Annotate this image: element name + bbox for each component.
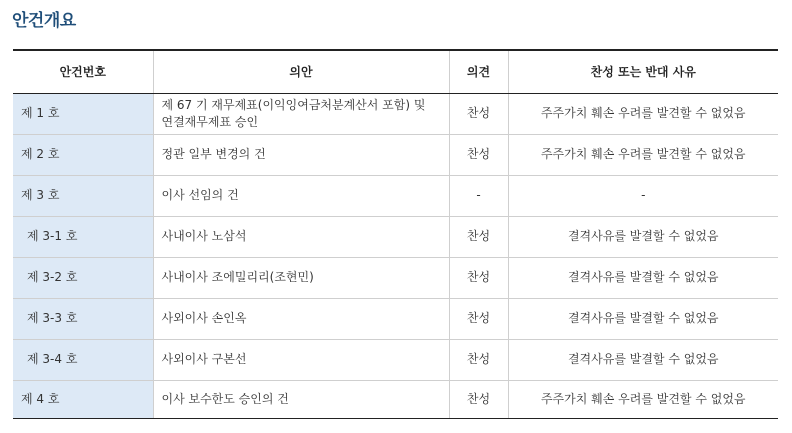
reason-cell: 주주가치 훼손 우려를 발견할 수 없었음 (508, 380, 778, 418)
agenda-number-cell: 제 3 호 (13, 175, 153, 216)
table-row (13, 93, 778, 134)
reason-cell: 결격사유를 발결할 수 없었음 (508, 339, 778, 380)
table-row (13, 339, 778, 380)
table-row (13, 216, 778, 257)
table-row (13, 257, 778, 298)
agenda-cell: 사외이사 손인옥 (153, 298, 449, 339)
agenda-number-cell: 제 3-4 호 (13, 339, 153, 380)
opinion-cell: 찬성 (449, 380, 508, 418)
agenda-cell: 사내이사 조에밀리리(조현민) (153, 257, 449, 298)
reason-cell: 결격사유를 발결할 수 없었음 (508, 216, 778, 257)
header-agenda-number: 안건번호 (13, 50, 153, 93)
reason-cell: - (508, 175, 778, 216)
table-row (13, 134, 778, 175)
agenda-table (13, 49, 778, 419)
reason-cell: 결격사유를 발결할 수 없었음 (508, 298, 778, 339)
agenda-number-cell: 제 2 호 (13, 134, 153, 175)
table-row (13, 380, 778, 418)
reason-cell: 결격사유를 발결할 수 없었음 (508, 257, 778, 298)
opinion-cell: 찬성 (449, 216, 508, 257)
agenda-cell: 이사 선임의 건 (153, 175, 449, 216)
agenda-number-cell: 제 3-2 호 (13, 257, 153, 298)
agenda-number-cell: 제 3-1 호 (13, 216, 153, 257)
opinion-cell: 찬성 (449, 339, 508, 380)
opinion-cell: - (449, 175, 508, 216)
header-opinion: 의견 (449, 50, 508, 93)
agenda-cell: 제 67 기 재무제표(이익잉여금처분계산서 포함) 및 연결재무제표 승인 (153, 93, 449, 134)
page-title: 안건개요 (12, 11, 76, 31)
agenda-cell: 사외이사 구본선 (153, 339, 449, 380)
header-reason: 찬성 또는 반대 사유 (508, 50, 778, 93)
agenda-number-cell: 제 1 호 (13, 93, 153, 134)
agenda-cell: 사내이사 노삼석 (153, 216, 449, 257)
header-agenda: 의안 (153, 50, 449, 93)
table-header-row (13, 50, 778, 93)
agenda-cell: 정관 일부 변경의 건 (153, 134, 449, 175)
opinion-cell: 찬성 (449, 257, 508, 298)
opinion-cell: 찬성 (449, 93, 508, 134)
table-row (13, 298, 778, 339)
agenda-number-cell: 제 4 호 (13, 380, 153, 418)
opinion-cell: 찬성 (449, 134, 508, 175)
agenda-number-cell: 제 3-3 호 (13, 298, 153, 339)
reason-cell: 주주가치 훼손 우려를 발견할 수 없었음 (508, 134, 778, 175)
reason-cell: 주주가치 훼손 우려를 발견할 수 없었음 (508, 93, 778, 134)
opinion-cell: 찬성 (449, 298, 508, 339)
table-row (13, 175, 778, 216)
agenda-cell: 이사 보수한도 승인의 건 (153, 380, 449, 418)
